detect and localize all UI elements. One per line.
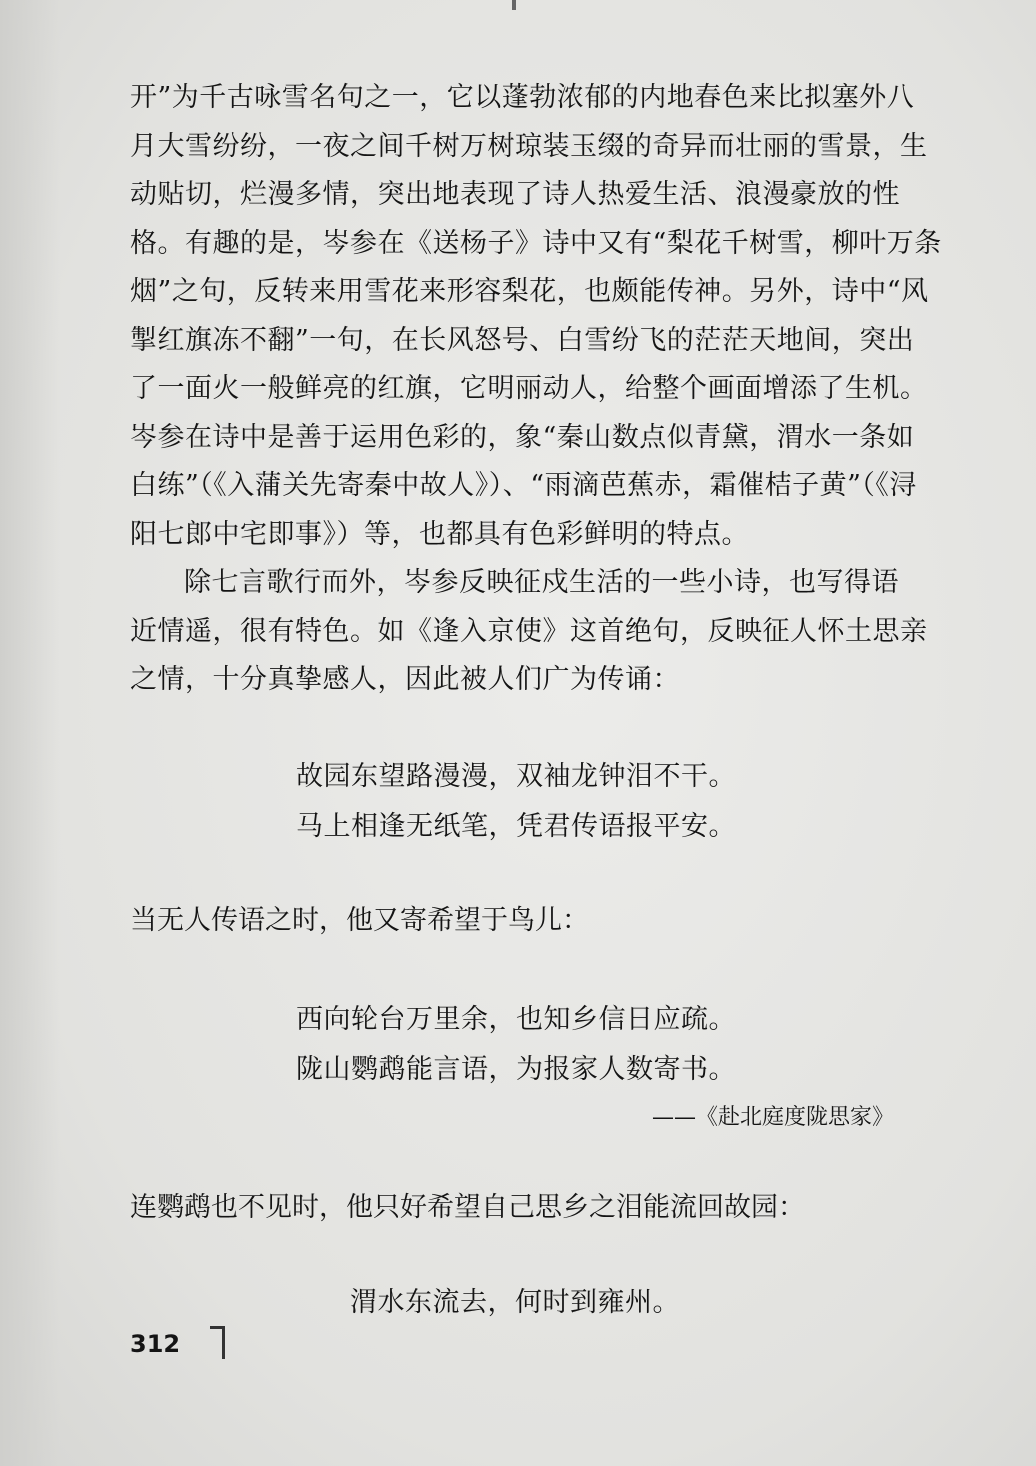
bridge-text: 连鹦鹉也不见时，他只好希望自己思乡之泪能流回故园： (130, 1192, 805, 1223)
poem-line: 西向轮台万里余，也知乡信日应疏。 (296, 1004, 736, 1035)
paragraph-line: 近情遥，很有特色。如《逢入京使》这首绝句，反映征人怀土思亲 (130, 615, 928, 647)
poem-source: ——《赴北庭度陇思家》 (652, 1105, 895, 1130)
body-line: 格。有趣的是，岑参在《送杨子》诗中又有“梨花千树雪，柳叶万条 (130, 227, 942, 259)
poem-feng-ru-jing-shi (296, 752, 736, 852)
body-line: 白练”（《入蒲关先寄秦中故人》）、“雨滴芭蕉赤，霜催桔子黄”（《浔 (130, 470, 917, 501)
body-text (130, 74, 945, 705)
body-line: 烟”之句，反转来用雪花来形容梨花，也颇能传神。另外，诗中“风 (130, 276, 929, 307)
poem-fragment (350, 1278, 680, 1328)
poem-line: 故园东望路漫漫，双袖龙钟泪不干。 (296, 761, 736, 792)
page-gutter-shadow (0, 0, 60, 1466)
page-number-mark (210, 1326, 225, 1359)
bridge-text: 当无人传语之时，他又寄希望于鸟儿： (130, 905, 589, 936)
poem-fu-bei-ting (296, 995, 736, 1095)
body-line: 岑参在诗中是善于运用色彩的，象“秦山数点似青黛，渭水一条如 (130, 421, 915, 453)
body-line: 月大雪纷纷，一夜之间千树万树琼装玉缀的奇异而壮丽的雪景，生 (130, 130, 928, 162)
paragraph-line: 之情，十分真挚感人，因此被人们广为传诵： (130, 664, 680, 695)
poem-line: 陇山鹦鹉能言语，为报家人数寄书。 (296, 1054, 736, 1085)
body-line: 掣红旗冻不翻”一句，在长风怒号、白雪纷飞的茫茫天地间，突出 (130, 324, 915, 356)
paragraph-line: 除七言歌行而外，岑参反映征戍生活的一些小诗，也写得语 (184, 567, 899, 598)
body-line: 开”为千古咏雪名句之一，它以蓬勃浓郁的内地春色来比拟塞外八 (130, 82, 915, 113)
body-line: 动贴切，烂漫多情，突出地表现了诗人热爱生活、浪漫豪放的性 (130, 179, 900, 210)
body-line: 了一面火一般鲜亮的红旗，它明丽动人，给整个画面增添了生机。 (130, 373, 928, 404)
poem-line: 渭水东流去，何时到雍州。 (350, 1287, 680, 1318)
page-number: 312 (130, 1330, 181, 1358)
poem-line: 马上相逢无纸笔，凭君传语报平安。 (296, 811, 736, 842)
body-line: 阳七郎中宅即事》）等，也都具有色彩鲜明的特点。 (130, 518, 749, 550)
page-edge-mark (512, 0, 516, 10)
